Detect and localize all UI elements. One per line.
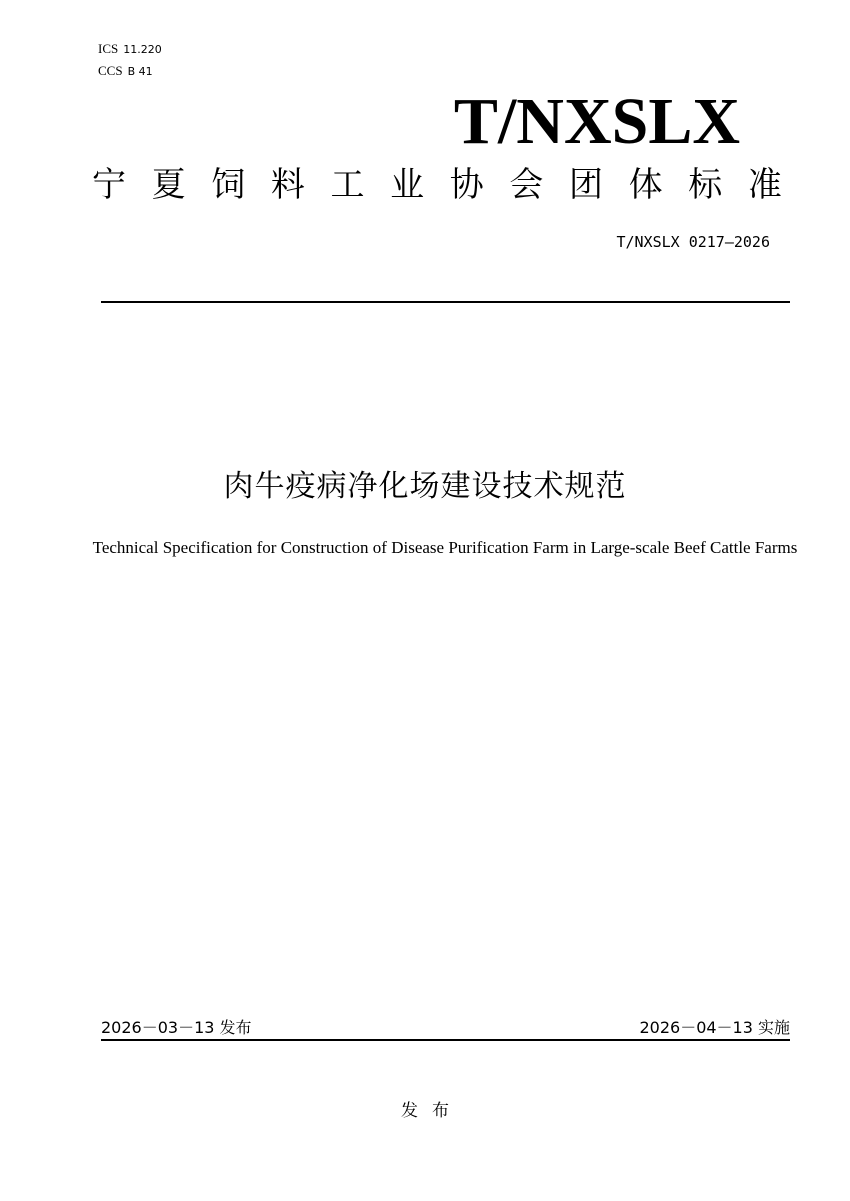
standard-logo: T/NXSLX <box>453 85 740 158</box>
org-title-char: 体 <box>628 165 663 205</box>
ccs-code <box>98 64 153 79</box>
org-title-char: 工 <box>330 165 365 205</box>
standard-number: T/NXSLX 0217—2026 <box>616 233 770 251</box>
org-title-char: 业 <box>390 165 425 205</box>
document-title-chinese: 肉牛疫病净化场建设技术规范 <box>223 469 627 504</box>
ics-code <box>98 42 162 57</box>
org-title-char: 团 <box>569 165 603 205</box>
org-title-char: 饲 <box>211 165 246 205</box>
ccs-value: B 41 <box>127 65 153 78</box>
org-title-char: 夏 <box>151 165 186 205</box>
org-title-char: 准 <box>747 165 782 205</box>
org-title-char: 宁 <box>92 165 126 205</box>
publisher-char: 布 <box>432 1101 449 1121</box>
ics-label: ICS <box>98 41 119 56</box>
bottom-divider <box>101 1039 790 1041</box>
publisher-char: 发 <box>401 1101 418 1121</box>
document-title-english: Technical Specification for Construction of Disease Purification Farm in Large-scale Beef Cattle Farms <box>92 538 798 557</box>
org-title-char: 料 <box>270 165 305 205</box>
ccs-label: CCS <box>98 63 123 78</box>
org-title-char: 会 <box>509 165 544 205</box>
top-divider <box>101 301 790 303</box>
ics-value: 11.220 <box>123 43 162 56</box>
org-title-char: 标 <box>688 165 723 205</box>
implementation-date: 2026－04－13 实施 <box>639 1018 790 1037</box>
publisher-line <box>0 1100 850 1122</box>
org-title-char: 协 <box>449 165 484 205</box>
organization-title <box>92 164 782 206</box>
issue-date: 2026－03－13 发布 <box>101 1018 252 1037</box>
